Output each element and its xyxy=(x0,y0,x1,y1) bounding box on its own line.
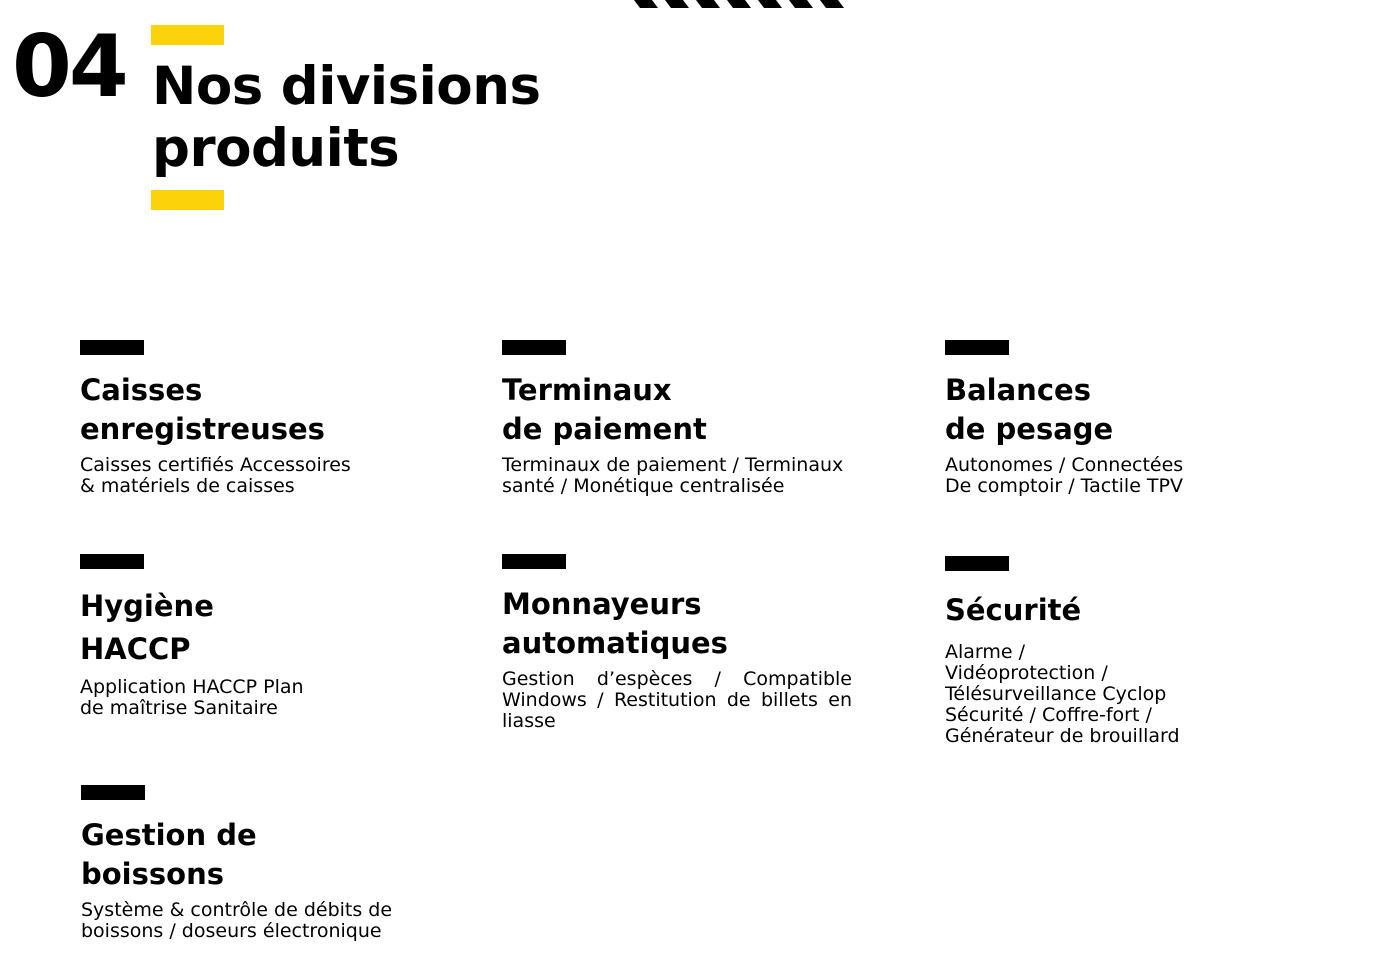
division-caisses xyxy=(80,340,460,497)
division-balances xyxy=(945,340,1275,497)
division-title: Gestion de boissons xyxy=(81,818,257,891)
division-securite xyxy=(945,556,1275,747)
division-description: Autonomes / Connectées De comptoir / Tactile TPV xyxy=(945,454,1184,497)
division-marker xyxy=(502,554,566,569)
division-boissons xyxy=(81,785,461,942)
division-title: Hygiène HACCP xyxy=(80,589,214,666)
division-description: Caisses certifiés Accessoires & matériels de caisses xyxy=(80,454,351,497)
division-description: Application HACCP Plan de maîtrise Sanitaire xyxy=(80,676,304,719)
division-title: Caisses enregistreuses xyxy=(80,373,325,446)
division-marker xyxy=(945,556,1009,571)
division-marker xyxy=(81,785,145,800)
section-title xyxy=(152,56,612,180)
decorative-hatch xyxy=(630,0,854,10)
accent-bar-bottom xyxy=(151,190,224,210)
division-title: Sécurité xyxy=(945,593,1082,627)
division-description: Gestion d’espèces / Compatible Windows / Restitution de billets en liasse xyxy=(502,668,852,732)
division-marker xyxy=(945,340,1009,355)
division-title: Terminaux de paiement xyxy=(502,373,707,446)
accent-bar-top xyxy=(151,25,224,45)
section-title-line2: produits xyxy=(152,118,400,179)
section-number: 04 xyxy=(12,17,126,117)
hatch-pattern xyxy=(630,0,854,10)
division-title: Monnayeurs automatiques xyxy=(502,587,728,660)
division-marker xyxy=(80,340,144,355)
section-title-line1: Nos divisions xyxy=(152,56,541,117)
division-terminaux xyxy=(502,340,892,497)
division-title: Balances de pesage xyxy=(945,373,1114,446)
division-description: Terminaux de paiement / Terminaux santé / Monétique centralisée xyxy=(502,454,844,497)
division-marker xyxy=(80,554,144,569)
division-marker xyxy=(502,340,566,355)
division-description: Système & contrôle de débits de boissons / doseurs électronique xyxy=(81,899,393,942)
division-hygiene xyxy=(80,554,460,719)
division-monnayeurs xyxy=(502,554,852,732)
division-description: Alarme / Vidéoprotection / Télésurveillance Cyclop Sécurité / Coffre-fort / Générateur de brouillard xyxy=(945,641,1180,747)
